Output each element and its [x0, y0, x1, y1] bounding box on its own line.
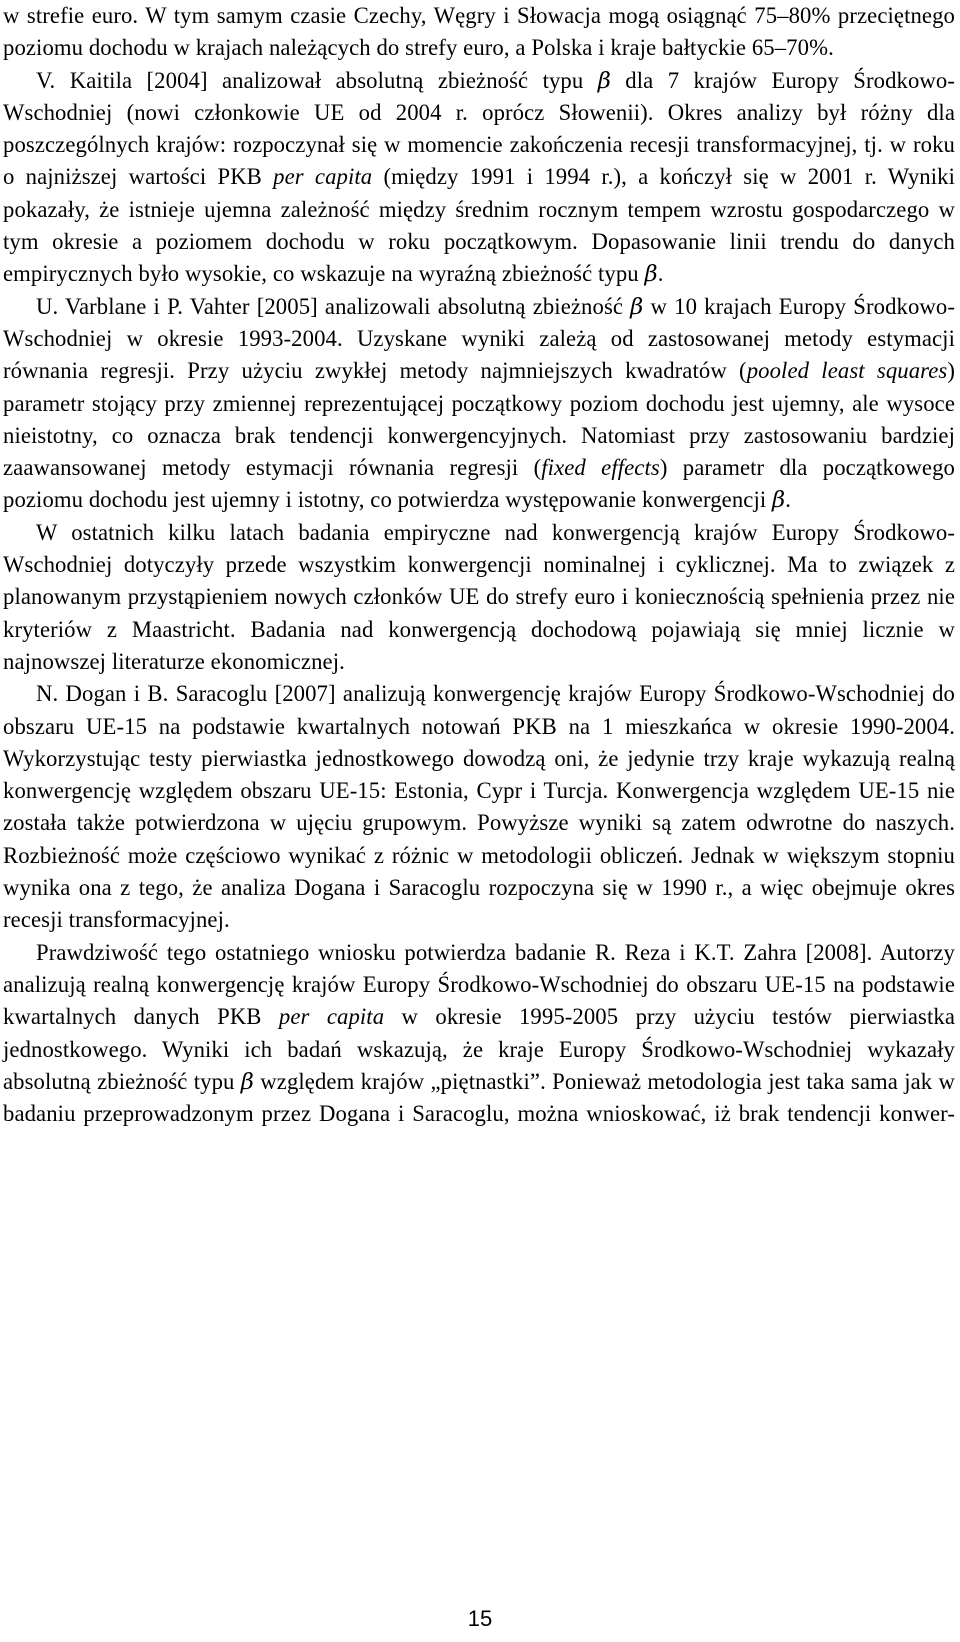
text-run: w okresie 1995-2005 przy użyciu testów pierwiastka jednostkowego. Wyniki ich badań wskazują, że kraje Europy Środkowo-Wschodniej wykazały absolutną zbieżność typu — [3, 1004, 955, 1094]
text-run: względem krajów „piętnastki”. Ponieważ metodologia jest taka sama jak w badaniu przeprowadzonym przez Dogana i Saracoglu, można wnioskować, iż brak tendencji konwer- — [3, 1068, 955, 1127]
italic-term: per capita — [278, 1004, 385, 1030]
beta-symbol: β — [644, 261, 658, 288]
text-run: w strefie euro. W tym samym czasie Czechy, Węgry i Słowacja mogą osiągnąć 75–80% przeciętnego poziomu dochodu w krajach należących do strefy euro, a Polska i kraje bałtyckie 65–70%. — [3, 3, 955, 61]
italic-term: pooled least squares — [746, 358, 948, 384]
text-run: (między 1991 i 1994 r.), a kończył się w 2001 r. Wyniki pokazały, że istnieje ujemna zależność między średnim rocznym tempem wzrostu gospodarczego w tym okresie a poziomem dochodu w roku początkowym. Dopasowanie linii trendu do danych empirycznych było wysokie, co wskazuje na wyraźną zbieżność typu — [3, 164, 955, 287]
page-number: 15 — [467, 1606, 493, 1631]
text-run: N. Dogan i B. Saracoglu [2007] analizują konwergencję krajów Europy Środkowo-Wschodniej do obszaru UE-15 na podstawie kwartalnych notowań PKB na 1 mieszkańca w okresie 1990-2004. Wykorzystując testy pierwiastka jednostkowego dowodzą oni, że jedynie trzy kraje wykazują realną konwergencję względem obszaru UE-15: Estonia, Cypr i Turcja. Konwergencja względem UE-15 nie została także potwierdzona w ujęciu grupowym. Powyższe wyniki są zatem odwrotne do naszych. Rozbieżność może częściowo wynikać z różnic w metodologii obliczeń. Jednak w większym stopniu wynika ona z tego, że analiza Dogana i Saracoglu rozpoczyna się w 1990 r., a więc obejmuje okres recesji transformacyjnej. — [3, 681, 955, 933]
paragraph-varblane-vahter — [3, 291, 955, 517]
paragraph-recent-research — [3, 517, 955, 678]
text-run: ) parametr dla początkowego poziomu dochodu jest ujemny i istotny, co potwierdza występowanie konwergencji — [3, 455, 955, 513]
italic-term: per capita — [273, 164, 373, 190]
beta-symbol: β — [630, 293, 644, 320]
text-run: ) parametr stojący przy zmiennej reprezentującej początkowy poziom dochodu jest ujemny, ale wysoce nieistotny, co oznacza brak tendencji konwergencyjnych. Natomiast przy zastosowaniu bardziej zaawansowanej metody estymacji równania regresji ( — [3, 358, 955, 481]
beta-symbol: β — [772, 487, 786, 514]
paragraph-kaitila — [3, 65, 955, 291]
text-run: U. Varblane i P. Vahter [2005] analizowali absolutną zbieżność — [36, 293, 631, 319]
text-run: V. Kaitila [2004] analizował absolutną zbieżność typu — [36, 67, 598, 93]
italic-term: fixed effects — [541, 455, 660, 481]
text-run: . — [785, 487, 792, 513]
paragraph-reza-zahra — [3, 937, 955, 1131]
document-body — [3, 0, 955, 1130]
text-run: w 10 krajach Europy Środkowo-Wschodniej w okresie 1993-2004. Uzyskane wyniki zależą od zastosowanej metody estymacji równania regresji. Przy użyciu zwykłej metody najmniejszych kwadratów ( — [3, 293, 955, 384]
text-run: dla 7 krajów Europy Środkowo-Wschodniej (nowi członkowie UE od 2004 r. oprócz Słowenii). Okres analizy był różny dla poszczególnych krajów: rozpoczynał się w momencie zakończenia recesji transformacyjnej, tj. w roku o najniższej wartości PKB — [3, 67, 955, 190]
paragraph-intro-continuation — [3, 0, 955, 65]
text-run: Prawdziwość tego ostatniego wniosku potwierdza badanie R. Reza i K.T. Zahra [2008]. Autorzy analizują realną konwergencję krajów Europy Środkowo-Wschodniej do obszaru UE-15 na podstawie kwartalnych danych PKB — [3, 939, 955, 1030]
beta-symbol: β — [240, 1068, 255, 1095]
text-run: . — [657, 261, 664, 287]
beta-symbol: β — [597, 67, 611, 94]
text-run: W ostatnich kilku latach badania empiryczne nad konwergencją krajów Europy Środkowo-Wschodniej dotyczyły przede wszystkim konwergencji nominalnej i cyklicznej. Ma to związek z planowanym przystąpieniem nowych członków UE do strefy euro i koniecznością spełnienia przez nie kryteriów z Maastricht. Badania nad konwergencją dochodową pojawiają się mniej licznie w najnowszej literaturze ekonomicznej. — [3, 519, 955, 674]
paragraph-dogan-saracoglu — [3, 678, 955, 936]
